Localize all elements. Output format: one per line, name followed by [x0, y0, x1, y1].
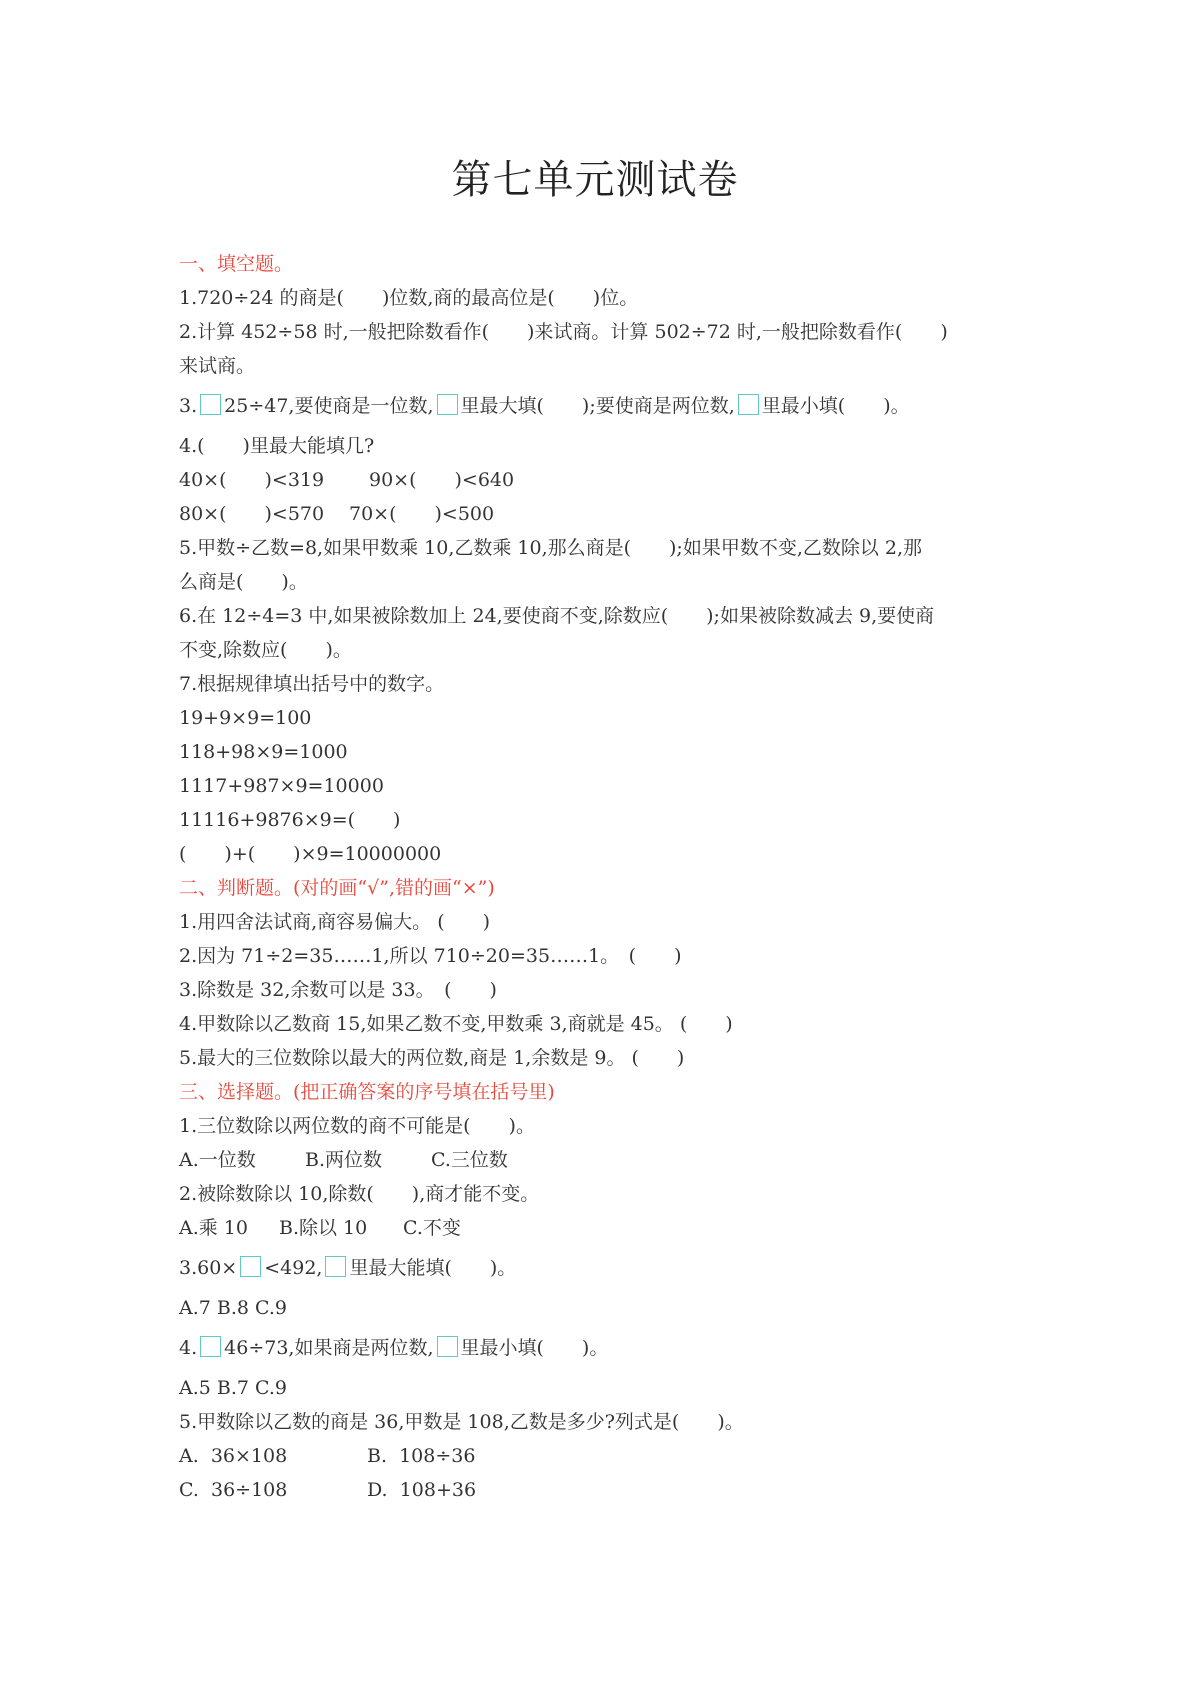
pattern-line-4: 11116+9876×9=( ) [179, 809, 401, 831]
page-title: 第七单元测试卷 [451, 157, 739, 203]
question-1-7: 7.根据规律填出括号中的数字。 [179, 673, 445, 695]
blank-box-icon [437, 394, 458, 415]
question-2-5: 5.最大的三位数除以最大的两位数,商是 1,余数是 9。 ( ) [179, 1047, 685, 1069]
blank-box-icon [200, 1336, 221, 1357]
question-3-2: 2.被除数除以 10,除数( ),商才能不变。 [179, 1183, 540, 1205]
blank-box-icon [200, 394, 221, 415]
blank-box-icon [437, 1336, 458, 1357]
question-1-4-row1: 40×( )<319 90×( )<640 [179, 469, 515, 491]
question-1-6-line2: 不变,除数应( )。 [179, 639, 352, 661]
section-heading-true-false: 二、判断题。(对的画“√”,错的画“×”) [179, 877, 495, 899]
question-3-5: 5.甲数除以乙数的商是 36,甲数是 108,乙数是多少?列式是( )。 [179, 1411, 744, 1433]
pattern-line-1: 19+9×9=100 [179, 707, 312, 729]
pattern-line-2: 118+98×9=1000 [179, 741, 348, 763]
question-2-2: 2.因为 71÷2=35……1,所以 710÷20=35……1。 ( ) [179, 945, 682, 967]
question-3-5-options-row1: A. 36×108 B. 108÷36 [179, 1445, 476, 1467]
question-1-6-line1: 6.在 12÷4=3 中,如果被除数加上 24,要使商不变,除数应( );如果被除数减去 9,要使商 [179, 605, 935, 627]
question-1-2-line2: 来试商。 [179, 355, 256, 377]
question-3-4: 4. 46÷73,如果商是两位数, 里最小填( )。 [179, 1337, 609, 1359]
question-2-4: 4.甲数除以乙数商 15,如果乙数不变,甲数乘 3,商就是 45。 ( ) [179, 1013, 733, 1035]
pattern-line-5: ( )+( )×9=10000000 [179, 843, 442, 865]
question-2-1: 1.用四舍法试商,商容易偏大。 ( ) [179, 911, 491, 933]
pattern-line-3: 1117+987×9=10000 [179, 775, 384, 797]
question-1-5-line1: 5.甲数÷乙数=8,如果甲数乘 10,乙数乘 10,那么商是( );如果甲数不变,乙数除以 2,那 [179, 537, 923, 559]
question-1-3: 3. 25÷47,要使商是一位数, 里最大填( );要使商是两位数, 里最小填( )。 [179, 395, 910, 417]
question-3-3: 3.60× <492, 里最大能填( )。 [179, 1257, 517, 1279]
question-1-4-row2: 80×( )<570 70×( )<500 [179, 503, 495, 525]
section-heading-fill-blank: 一、填空题。 [179, 253, 294, 275]
question-1-2-line1: 2.计算 452÷58 时,一般把除数看作( )来试商。计算 502÷72 时,一般把除数看作( ) [179, 321, 948, 343]
question-1-1: 1.720÷24 的商是( )位数,商的最高位是( )位。 [179, 287, 639, 309]
question-3-3-options: A.7 B.8 C.9 [179, 1297, 288, 1319]
question-2-3: 3.除数是 32,余数可以是 33。 ( ) [179, 979, 497, 1001]
question-3-1-options: A.一位数 B.两位数 C.三位数 [179, 1149, 508, 1171]
question-3-1: 1.三位数除以两位数的商不可能是( )。 [179, 1115, 535, 1137]
question-3-4-options: A.5 B.7 C.9 [179, 1377, 288, 1399]
question-3-5-options-row2: C. 36÷108 D. 108+36 [179, 1479, 477, 1501]
question-1-4: 4.( )里最大能填几? [179, 435, 375, 457]
blank-box-icon [738, 394, 759, 415]
section-heading-choice: 三、选择题。(把正确答案的序号填在括号里) [179, 1081, 555, 1103]
blank-box-icon [240, 1256, 261, 1277]
exam-content [179, 247, 1019, 1507]
question-1-5-line2: 么商是( )。 [179, 571, 308, 593]
question-3-2-options: A.乘 10 B.除以 10 C.不变 [179, 1217, 461, 1239]
blank-box-icon [325, 1256, 346, 1277]
